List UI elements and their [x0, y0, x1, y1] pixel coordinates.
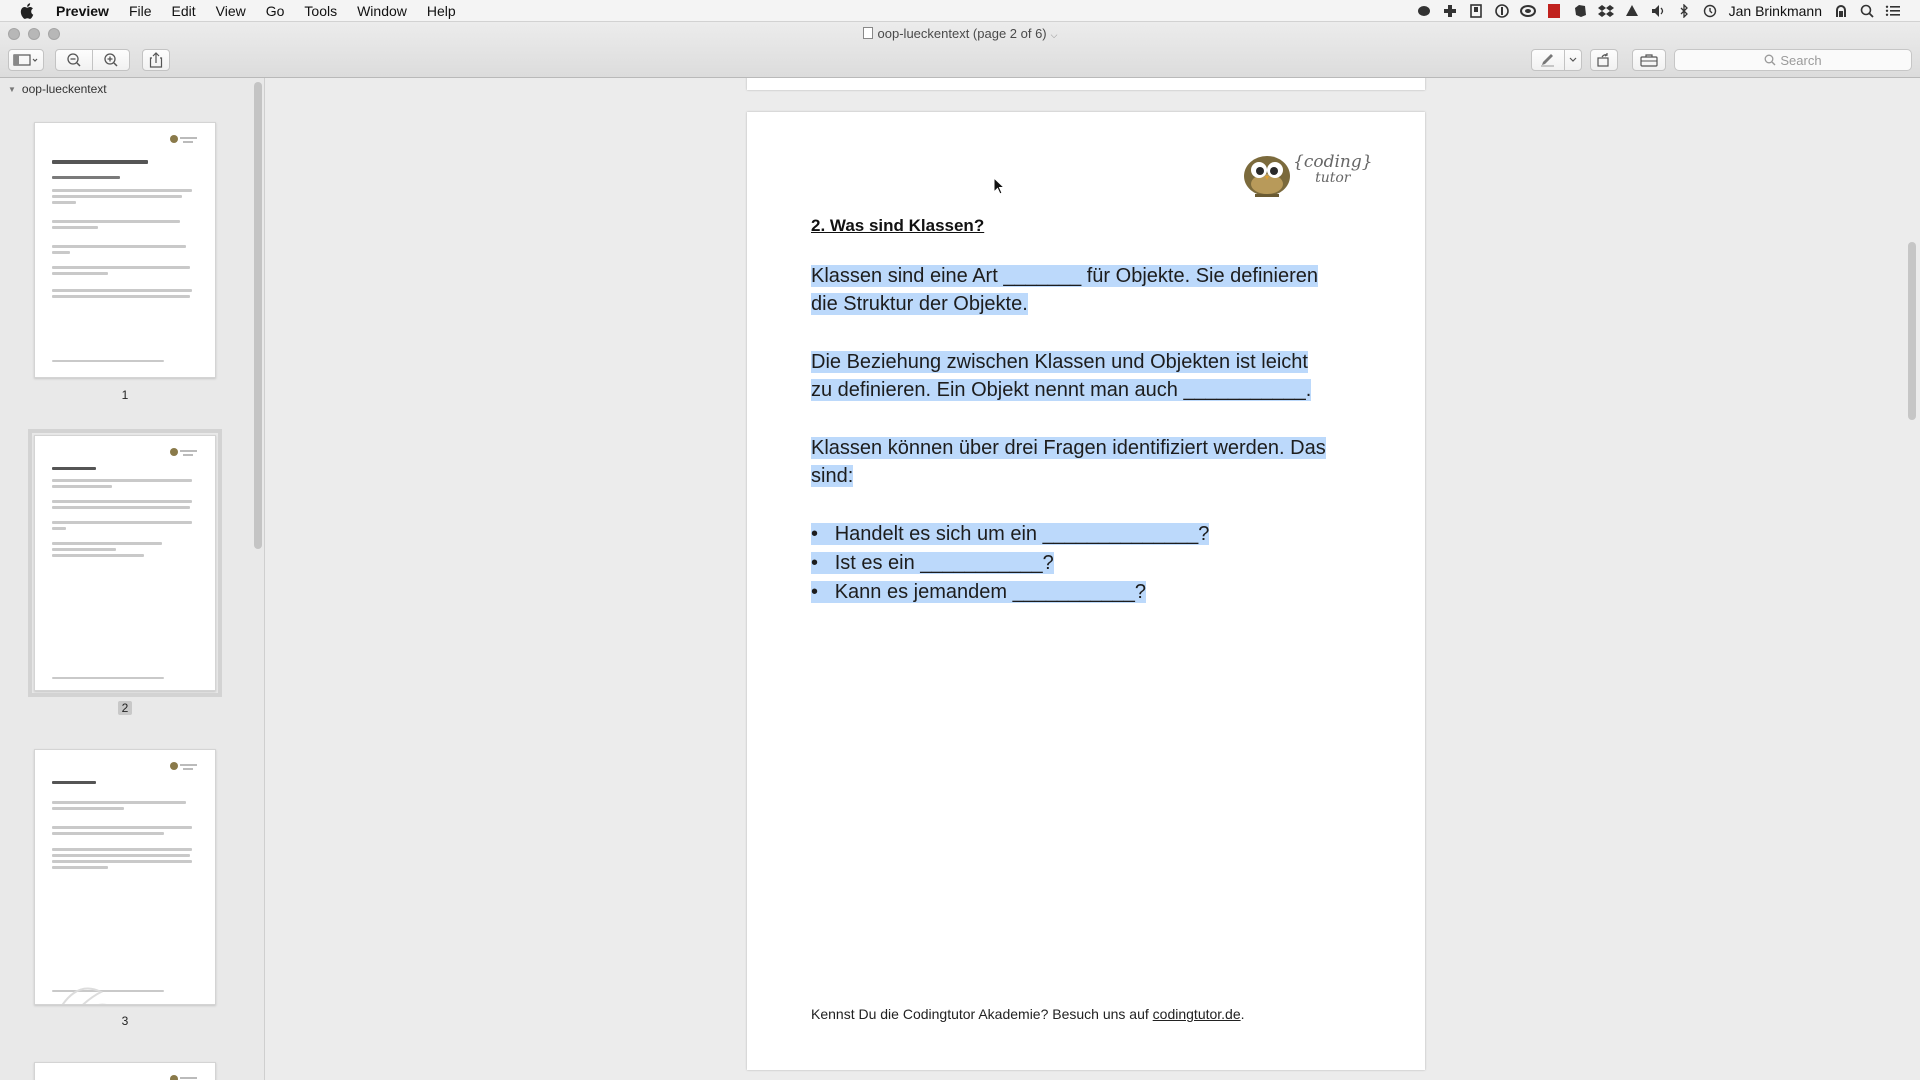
paragraph-2-line-1: Die Beziehung zwischen Klassen und Objekten ist leicht: [811, 351, 1308, 373]
page-footer: [811, 1006, 1245, 1022]
sidebar-icon: [13, 54, 39, 66]
drive-triangle-icon[interactable]: [1624, 3, 1640, 19]
bullet-dot: •: [811, 552, 819, 574]
document-page-2[interactable]: [747, 112, 1425, 1070]
page-thumbnail-1[interactable]: [34, 122, 216, 378]
share-icon: [149, 52, 163, 68]
paragraph-1[interactable]: [811, 262, 1318, 318]
red-square-icon[interactable]: [1546, 3, 1562, 19]
menu-window[interactable]: Window: [357, 2, 407, 19]
chevron-down-icon: [1569, 57, 1577, 63]
paragraph-3[interactable]: [811, 434, 1326, 490]
paragraph-3-line-2: sind:: [811, 465, 854, 487]
info-circle-icon[interactable]: [1494, 3, 1510, 19]
footer-suffix: .: [1240, 1006, 1245, 1022]
thumbnail-sidebar[interactable]: [0, 78, 265, 1080]
sidebar-document-name: oop-lueckentext: [21, 82, 107, 96]
zoom-in-icon: [103, 52, 119, 68]
bookmark-icon[interactable]: [1468, 3, 1484, 19]
share-button[interactable]: [142, 49, 170, 71]
zoom-out-button[interactable]: [55, 49, 93, 71]
logo-icon: [169, 761, 199, 772]
zoom-out-icon: [66, 52, 82, 68]
logo-text: [1293, 154, 1373, 186]
bullet-dot: •: [811, 581, 819, 603]
bullet-item-3[interactable]: [811, 578, 1146, 606]
disclosure-triangle-icon[interactable]: ▼: [8, 84, 16, 94]
mouse-cursor-icon: [993, 177, 1005, 195]
sidebar-scrollbar[interactable]: [254, 82, 262, 549]
logo-text-coding: {coding}: [1293, 152, 1373, 172]
user-name[interactable]: Jan Brinkmann: [1728, 2, 1822, 19]
pen-icon: [1540, 53, 1556, 67]
menu-go[interactable]: Go: [265, 2, 285, 19]
menu-tools[interactable]: Tools: [304, 2, 338, 19]
menu-file[interactable]: File: [128, 2, 152, 19]
bullet-item-1[interactable]: [811, 520, 1209, 548]
document-view[interactable]: [266, 78, 1920, 1080]
markup-menu-button[interactable]: [1564, 49, 1582, 71]
page-thumbnail-label-1: 1: [121, 388, 129, 402]
page-1-bottom-edge: [747, 78, 1425, 90]
footer-link[interactable]: codingtutor.de: [1152, 1006, 1241, 1022]
menu-view[interactable]: View: [215, 2, 246, 19]
leaf-icon[interactable]: [1416, 3, 1432, 19]
bullet-item-2[interactable]: [811, 549, 1054, 577]
evernote-icon[interactable]: [1572, 3, 1588, 19]
sidebar-document-header[interactable]: [8, 82, 107, 96]
rotate-button[interactable]: [1590, 49, 1618, 71]
watermark-logo-icon: [41, 972, 121, 1005]
sidebar-toggle-button[interactable]: [8, 49, 44, 71]
menu-help[interactable]: Help: [426, 2, 456, 19]
page-thumbnail-label-2: [34, 701, 216, 715]
bullet-text-3: Kann es jemandem ___________?: [834, 581, 1147, 603]
window-title-text: oop-lueckentext (page 2 of 6): [877, 26, 1047, 41]
status-area: [1411, 0, 1920, 22]
page-thumbnail-4[interactable]: [34, 1062, 216, 1080]
time-machine-icon[interactable]: [1702, 3, 1718, 19]
page-thumbnail-2[interactable]: [34, 435, 216, 691]
window-title[interactable]: [0, 26, 1920, 41]
menu-bar: [0, 0, 1920, 22]
document-icon: [863, 27, 873, 39]
menu-edit[interactable]: Edit: [171, 2, 196, 19]
bullet-dot: •: [811, 523, 819, 545]
footer-text: Kennst Du die Codingtutor Akademie? Besuch uns auf: [811, 1006, 1153, 1022]
apple-menu-icon[interactable]: [18, 2, 36, 20]
page-thumbnail-label-3: 3: [121, 1014, 129, 1028]
logo-text-tutor: tutor: [1315, 170, 1351, 186]
logo-icon: [169, 447, 199, 458]
toolbox-icon: [1640, 53, 1658, 67]
paragraph-2[interactable]: [811, 348, 1311, 404]
search-input[interactable]: [1674, 49, 1912, 71]
bluetooth-icon[interactable]: [1676, 3, 1692, 19]
search-placeholder: Search: [1780, 52, 1822, 68]
cloud-sync-icon[interactable]: [1520, 3, 1536, 19]
logo-icon: [169, 134, 199, 145]
plus-cross-icon[interactable]: [1442, 3, 1458, 19]
spotlight-search-icon[interactable]: [1859, 3, 1875, 19]
zoom-in-button[interactable]: [92, 49, 130, 71]
dropbox-icon[interactable]: [1598, 3, 1614, 19]
paragraph-3-line-1: Klassen können über drei Fragen identifiziert werden. Das: [811, 437, 1326, 459]
volume-icon[interactable]: [1650, 3, 1666, 19]
bullet-text-2: Ist es ein ___________?: [834, 552, 1054, 574]
page-thumbnail-3[interactable]: [34, 749, 216, 1005]
logo-icon: [169, 1074, 199, 1080]
rotate-icon: [1596, 53, 1612, 67]
window-toolbar: [0, 22, 1920, 78]
paragraph-1-line-1: Klassen sind eine Art _______ für Objekte. Sie definieren: [811, 265, 1318, 287]
section-heading: 2. Was sind Klassen?: [811, 216, 985, 235]
search-icon: [1764, 54, 1776, 66]
paragraph-2-line-2: zu definieren. Ein Objekt nennt man auch ___________.: [811, 379, 1312, 401]
document-scrollbar[interactable]: [1908, 242, 1916, 420]
notification-center-icon[interactable]: [1885, 3, 1901, 19]
bullet-text-1: Handelt es sich um ein ______________?: [834, 523, 1210, 545]
user-lock-icon[interactable]: [1833, 3, 1849, 19]
markup-pen-button[interactable]: [1531, 49, 1565, 71]
paragraph-1-line-2: die Struktur der Objekte.: [811, 293, 1028, 315]
chevron-down-icon[interactable]: ⌵: [1050, 30, 1058, 40]
menu-app-preview[interactable]: Preview: [56, 2, 109, 19]
page-thumbnail-label-2-text: 2: [118, 701, 133, 715]
toolbox-button[interactable]: [1632, 49, 1666, 71]
